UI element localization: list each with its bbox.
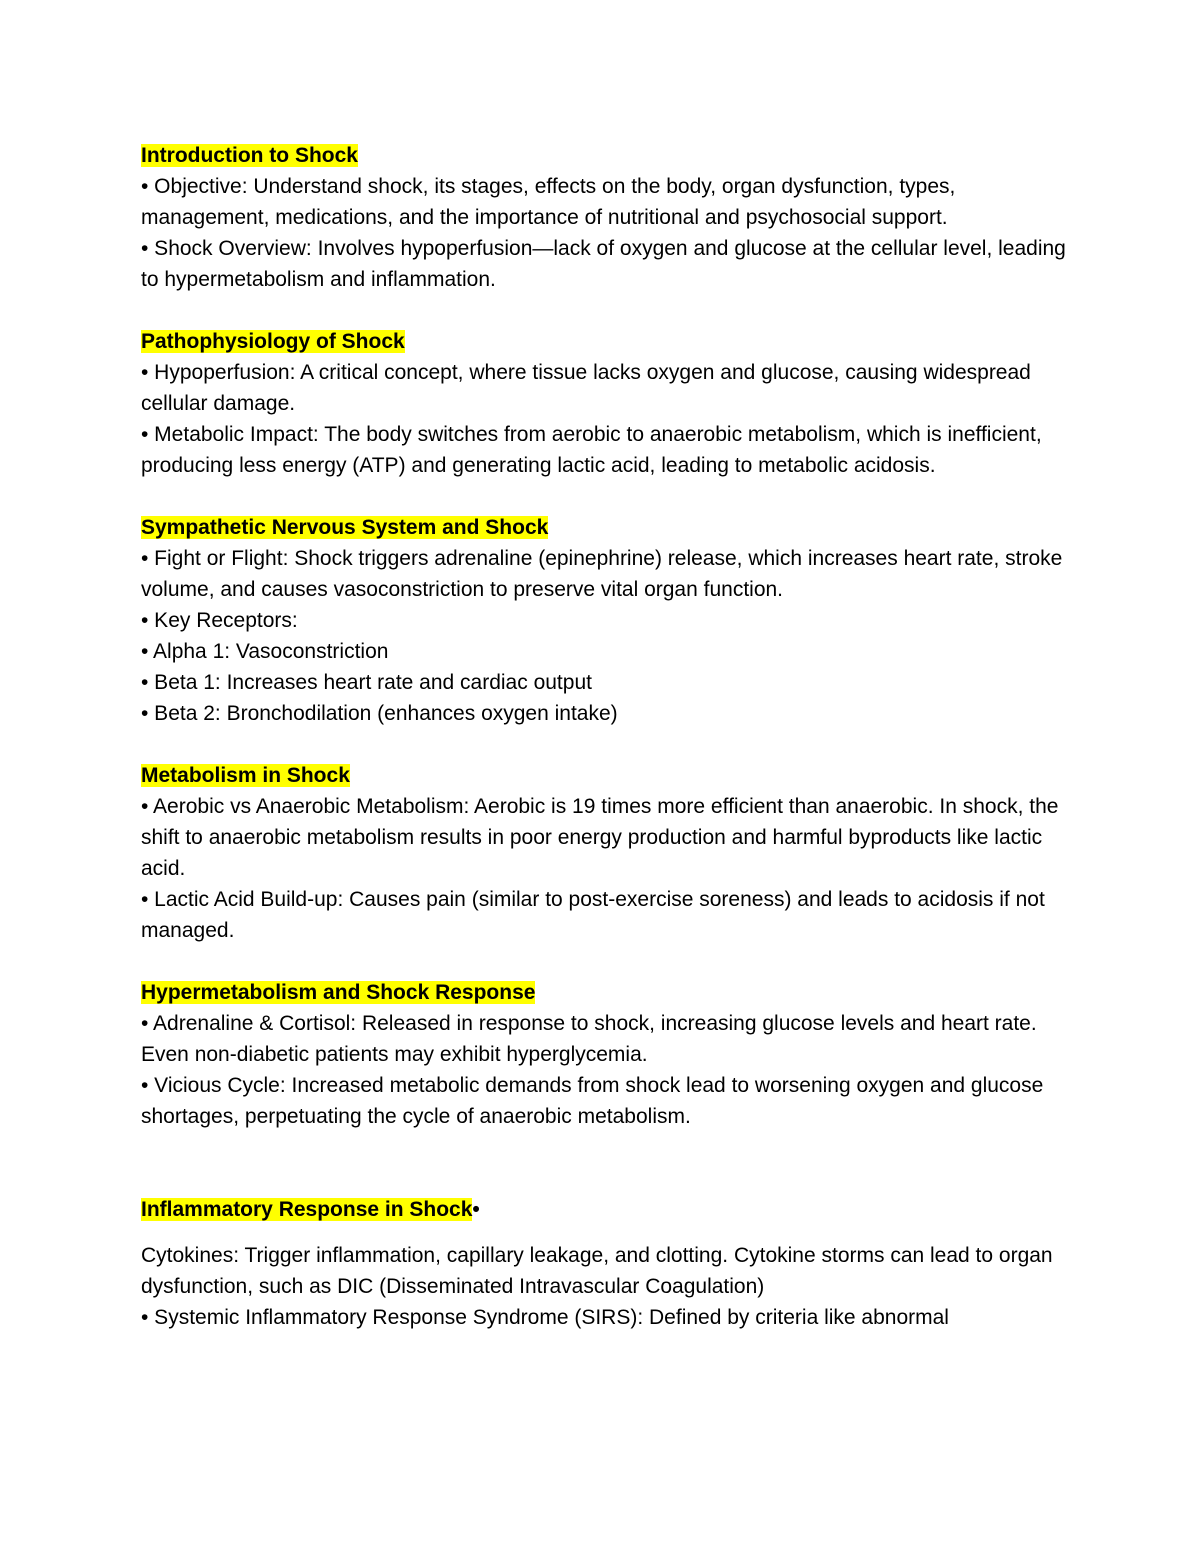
blank-gap [141, 1132, 1071, 1194]
section-heading: Hypermetabolism and Shock Response [141, 981, 536, 1004]
bullet-line: • Beta 2: Bronchodilation (enhances oxygen intake) [141, 702, 618, 725]
bullet-line: • Lactic Acid Build-up: Causes pain (similar to post-exercise soreness) and leads to acidosis if not managed. [141, 888, 1045, 942]
section-metabolism [141, 760, 1071, 946]
section-heading: Sympathetic Nervous System and Shock [141, 516, 549, 539]
bullet-line: • Key Receptors: [141, 609, 298, 632]
bullet-line: • Fight or Flight: Shock triggers adrenaline (epinephrine) release, which increases heart rate, stroke volume, and causes vasoconstriction to preserve vital organ function. [141, 547, 1063, 601]
bullet-line: • Shock Overview: Involves hypoperfusion—lack of oxygen and glucose at the cellular level, leading to hypermetabolism and inflammation. [141, 237, 1066, 291]
bullet-line: • Beta 1: Increases heart rate and cardiac output [141, 671, 592, 694]
bullet-line: • Hypoperfusion: A critical concept, where tissue lacks oxygen and glucose, causing widespread cellular damage. [141, 361, 1031, 415]
bullet-line: • Aerobic vs Anaerobic Metabolism: Aerobic is 19 times more efficient than anaerobic. In shock, the shift to anaerobic metabolism results in poor energy production and harmful byproducts like lactic acid. [141, 795, 1059, 880]
blank-gap [141, 1225, 1071, 1240]
bullet-line: • Objective: Understand shock, its stages, effects on the body, organ dysfunction, types, management, medications, and the importance of nutritional and psychosocial support. [141, 175, 956, 229]
section-heading: Pathophysiology of Shock [141, 330, 405, 353]
section-sympathetic-nervous-system [141, 512, 1071, 729]
bullet-line: • Alpha 1: Vasoconstriction [141, 640, 389, 663]
section-heading: Inflammatory Response in Shock• [141, 1198, 480, 1221]
section-heading: Introduction to Shock [141, 144, 358, 167]
section-inflammatory-response [141, 1194, 1071, 1333]
bullet-line: • Metabolic Impact: The body switches from aerobic to anaerobic metabolism, which is inefficient, producing less energy (ATP) and generating lactic acid, leading to metabolic acidosis. [141, 423, 1042, 477]
document-page [141, 140, 1071, 1364]
section-hypermetabolism [141, 977, 1071, 1132]
bullet-line: • Systemic Inflammatory Response Syndrome (SIRS): Defined by criteria like abnormal [141, 1306, 949, 1329]
bullet-line: • Adrenaline & Cortisol: Released in response to shock, increasing glucose levels and heart rate. Even non-diabetic patients may exhibit hyperglycemia. [141, 1012, 1037, 1066]
section-pathophysiology [141, 326, 1071, 481]
heading-bullet: • [472, 1198, 480, 1221]
section-introduction [141, 140, 1071, 295]
bullet-line: Cytokines: Trigger inflammation, capillary leakage, and clotting. Cytokine storms can lead to organ dysfunction, such as DIC (Disseminated Intravascular Coagulation) [141, 1244, 1053, 1298]
section-heading: Metabolism in Shock [141, 764, 350, 787]
bullet-line: • Vicious Cycle: Increased metabolic demands from shock lead to worsening oxygen and glucose shortages, perpetuating the cycle of anaerobic metabolism. [141, 1074, 1044, 1128]
